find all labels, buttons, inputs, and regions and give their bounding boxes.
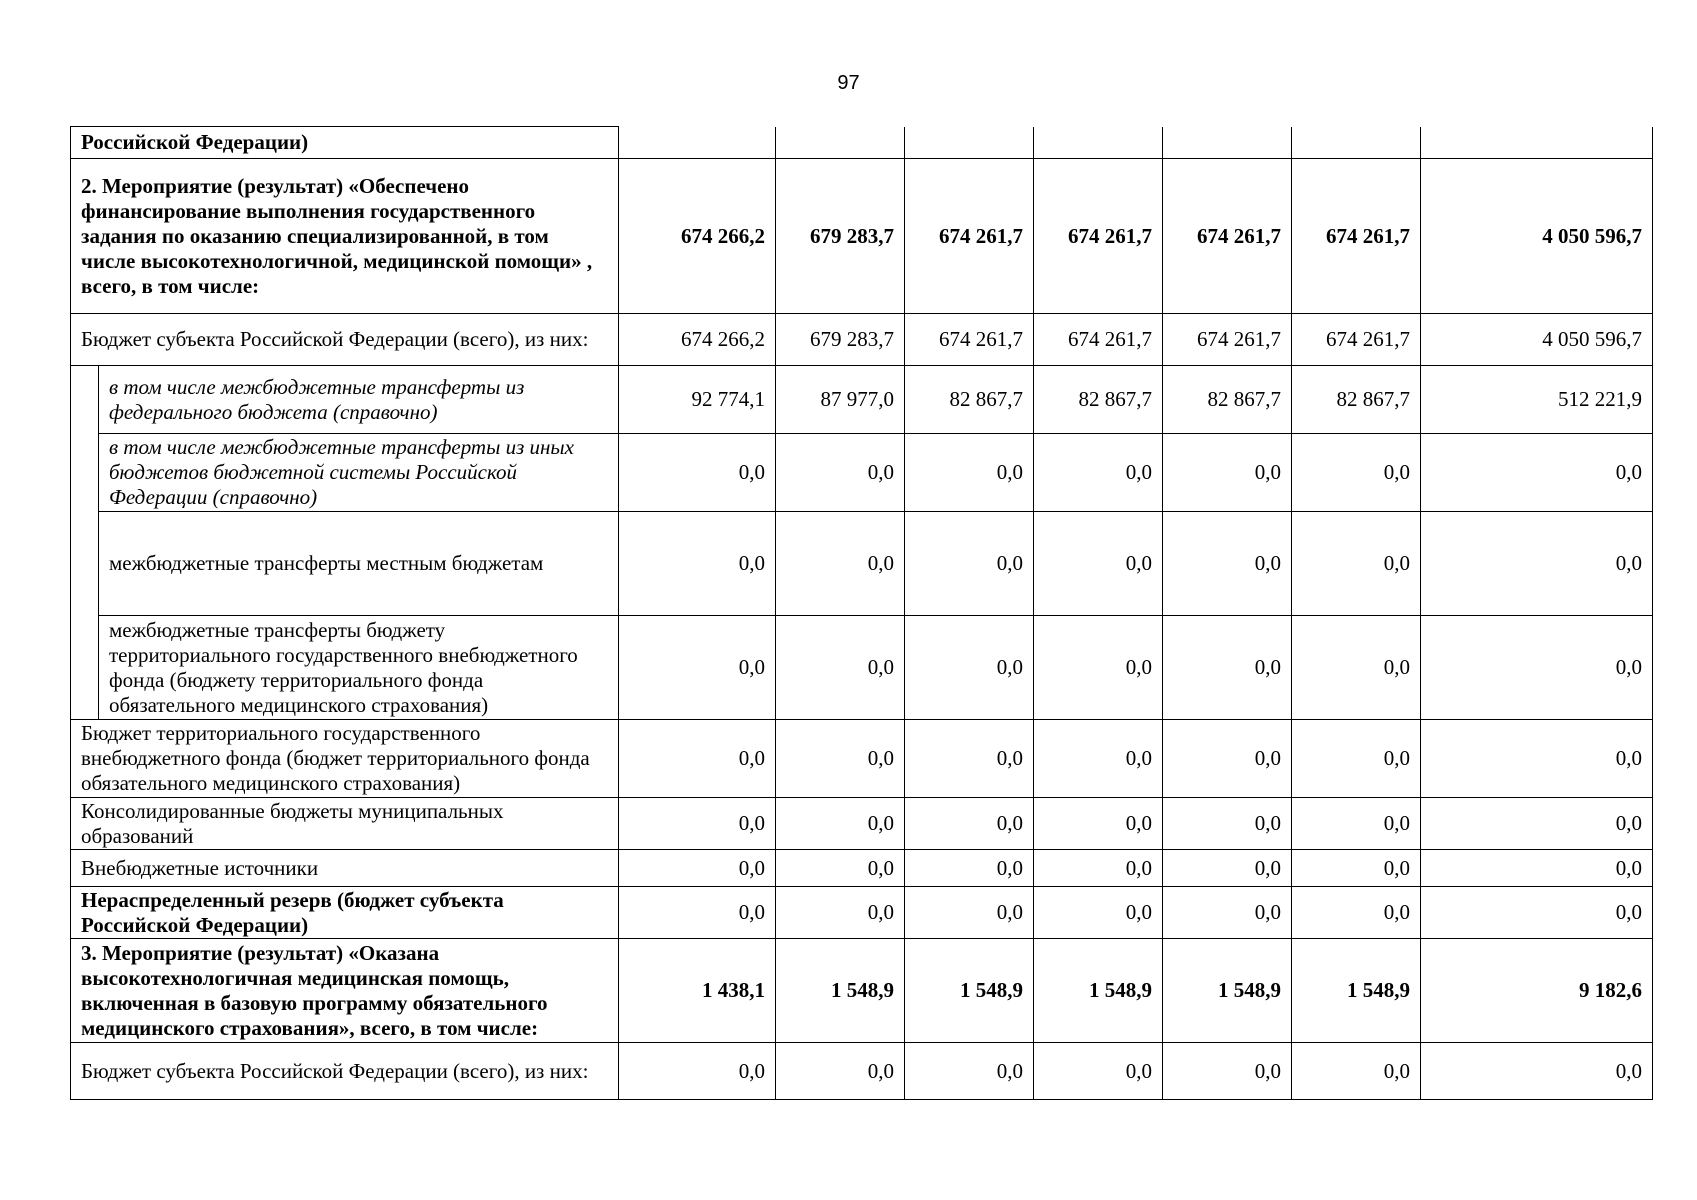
row-label: 3. Мероприятие (результат) «Оказана высокотехнологичная медицинская помощь, включенная в базовую программу обязательного медицинского страхования», всего, в том числе: [71,939,619,1043]
table-row [71,434,1653,512]
value-cell: 0,0 [1034,887,1163,939]
value-cell: 0,0 [905,1043,1034,1100]
row-label: межбюджетные трансферты бюджету территориального государственного внебюджетного фонда (бюджету территориального фонда обязательного медицинского страхования) [99,616,619,720]
value-cell: 674 261,7 [1292,159,1421,314]
value-cell: 679 283,7 [776,314,905,366]
value-cell: 0,0 [1292,887,1421,939]
value-cell: 674 261,7 [1163,159,1292,314]
value-cell [905,127,1034,159]
value-cell: 0,0 [905,887,1034,939]
value-cell: 0,0 [1034,798,1163,850]
value-cell: 0,0 [776,434,905,512]
table-row [71,798,1653,850]
table-row [71,939,1653,1043]
value-cell: 0,0 [1421,798,1653,850]
value-cell: 0,0 [619,720,776,798]
table-row [71,887,1653,939]
table-row [71,850,1653,887]
value-cell: 0,0 [1292,1043,1421,1100]
row-label: 2. Мероприятие (результат) «Обеспечено финансирование выполнения государственного задания по оказанию специализированной, в том числе высокотехнологичной, медицинской помощи» , всего, в том числе: [71,159,619,314]
row-label: в том числе межбюджетные трансферты из иных бюджетов бюджетной системы Российской Федерации (справочно) [99,434,619,512]
value-cell [1163,127,1292,159]
budget-table [70,126,1653,1100]
value-cell: 0,0 [1292,720,1421,798]
row-label: Бюджет территориального государственного внебюджетного фонда (бюджет территориального фонда обязательного медицинского страхования) [71,720,619,798]
value-cell: 0,0 [905,434,1034,512]
row-label: Нераспределенный резерв (бюджет субъекта Российской Федерации) [71,887,619,939]
value-cell: 1 548,9 [905,939,1034,1043]
indent-column [71,366,99,720]
value-cell: 0,0 [776,616,905,720]
value-cell: 0,0 [619,512,776,616]
value-cell: 0,0 [1034,616,1163,720]
value-cell: 0,0 [1163,434,1292,512]
value-cell: 0,0 [776,798,905,850]
value-cell: 0,0 [1421,616,1653,720]
value-cell: 0,0 [1034,720,1163,798]
value-cell: 0,0 [1163,1043,1292,1100]
value-cell: 0,0 [619,798,776,850]
value-cell: 0,0 [1421,850,1653,887]
value-cell: 0,0 [619,434,776,512]
value-cell: 0,0 [1034,512,1163,616]
value-cell: 0,0 [1292,850,1421,887]
table-row [71,314,1653,366]
value-cell: 674 261,7 [1034,314,1163,366]
row-label: Бюджет субъекта Российской Федерации (всего), из них: [71,314,619,366]
value-cell: 82 867,7 [905,366,1034,434]
table-row [71,1043,1653,1100]
row-label: Российской Федерации) [71,127,619,159]
value-cell: 0,0 [776,512,905,616]
value-cell: 0,0 [619,887,776,939]
value-cell: 0,0 [1292,434,1421,512]
value-cell: 4 050 596,7 [1421,159,1653,314]
value-cell: 674 261,7 [1163,314,1292,366]
value-cell: 0,0 [905,720,1034,798]
row-label: Консолидированные бюджеты муниципальных образований [71,798,619,850]
value-cell: 0,0 [776,887,905,939]
value-cell: 512 221,9 [1421,366,1653,434]
value-cell: 9 182,6 [1421,939,1653,1043]
value-cell: 674 261,7 [1034,159,1163,314]
value-cell: 0,0 [1421,512,1653,616]
value-cell: 674 261,7 [905,314,1034,366]
value-cell: 82 867,7 [1292,366,1421,434]
value-cell: 0,0 [619,616,776,720]
value-cell: 0,0 [905,512,1034,616]
value-cell: 0,0 [619,1043,776,1100]
value-cell: 1 548,9 [1034,939,1163,1043]
value-cell: 0,0 [1163,512,1292,616]
value-cell: 0,0 [776,1043,905,1100]
row-label: Бюджет субъекта Российской Федерации (всего), из них: [71,1043,619,1100]
table-row [71,616,1653,720]
value-cell: 0,0 [1163,616,1292,720]
table-row [71,366,1653,434]
table-row [71,512,1653,616]
table-row [71,127,1653,159]
row-label: Внебюджетные источники [71,850,619,887]
value-cell [1292,127,1421,159]
value-cell: 0,0 [619,850,776,887]
value-cell: 0,0 [1421,434,1653,512]
value-cell: 0,0 [1421,1043,1653,1100]
value-cell: 0,0 [1163,850,1292,887]
value-cell: 0,0 [1292,798,1421,850]
value-cell [1034,127,1163,159]
table-row [71,720,1653,798]
value-cell [776,127,905,159]
value-cell: 1 548,9 [1292,939,1421,1043]
value-cell: 0,0 [1292,616,1421,720]
value-cell: 4 050 596,7 [1421,314,1653,366]
value-cell: 0,0 [1292,512,1421,616]
value-cell: 674 261,7 [905,159,1034,314]
value-cell: 0,0 [1163,798,1292,850]
value-cell: 0,0 [1163,887,1292,939]
value-cell [1421,127,1653,159]
value-cell: 674 266,2 [619,159,776,314]
value-cell: 0,0 [905,616,1034,720]
value-cell [619,127,776,159]
value-cell: 87 977,0 [776,366,905,434]
value-cell: 0,0 [1034,850,1163,887]
value-cell: 0,0 [1034,1043,1163,1100]
value-cell: 0,0 [776,720,905,798]
value-cell: 0,0 [905,798,1034,850]
value-cell: 0,0 [1421,720,1653,798]
value-cell: 1 548,9 [1163,939,1292,1043]
value-cell: 1 438,1 [619,939,776,1043]
row-label: межбюджетные трансферты местным бюджетам [99,512,619,616]
value-cell: 679 283,7 [776,159,905,314]
value-cell: 0,0 [776,850,905,887]
value-cell: 674 261,7 [1292,314,1421,366]
value-cell: 674 266,2 [619,314,776,366]
table-row [71,159,1653,314]
value-cell: 0,0 [1034,434,1163,512]
value-cell: 0,0 [905,850,1034,887]
value-cell: 92 774,1 [619,366,776,434]
value-cell: 0,0 [1163,720,1292,798]
value-cell: 82 867,7 [1034,366,1163,434]
value-cell: 1 548,9 [776,939,905,1043]
page-number: 97 [837,72,860,94]
row-label: в том числе межбюджетные трансферты из федерального бюджета (справочно) [99,366,619,434]
value-cell: 82 867,7 [1163,366,1292,434]
value-cell: 0,0 [1421,887,1653,939]
